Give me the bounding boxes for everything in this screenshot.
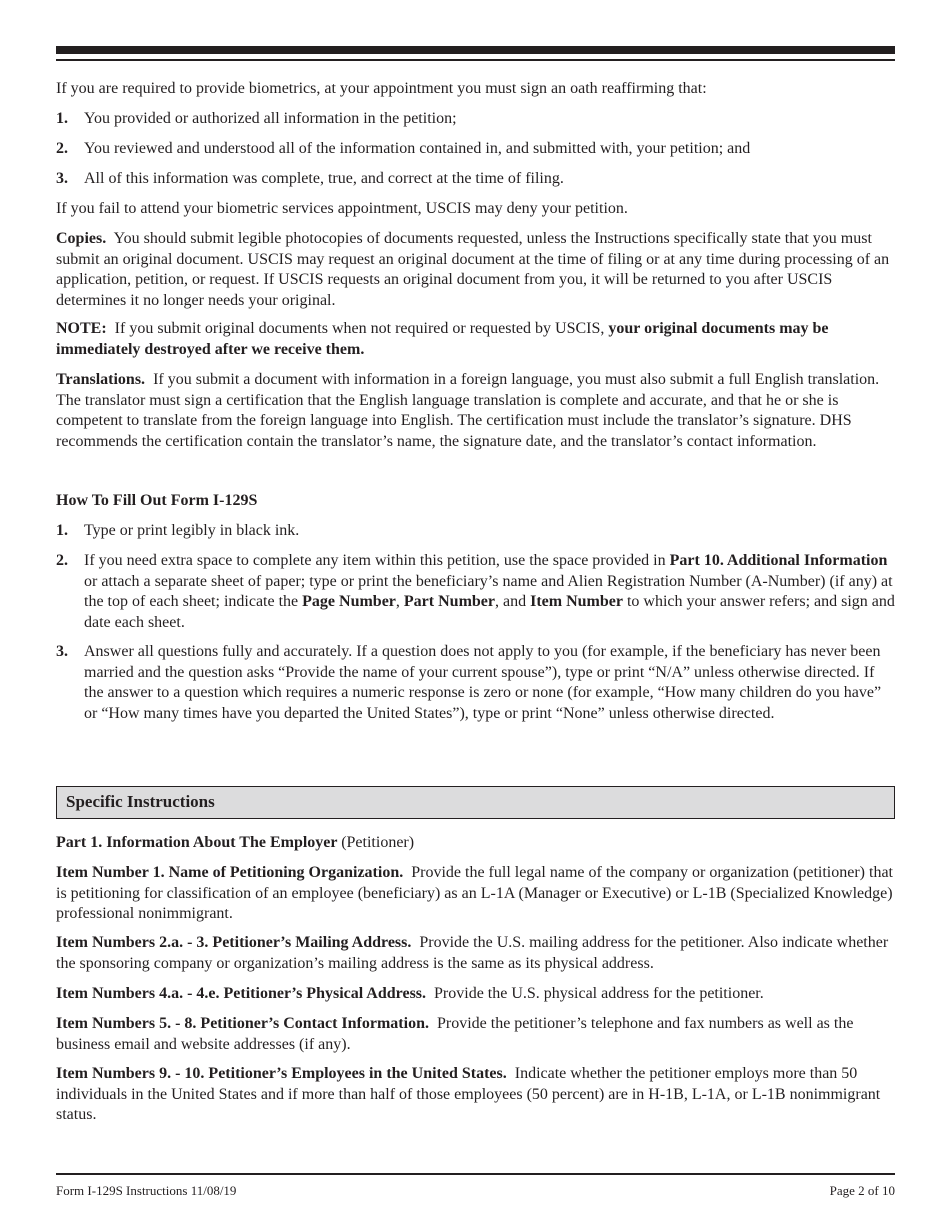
text-run: ,: [395, 593, 400, 610]
text-run: to which your answer refers; and sign and date each sheet.: [84, 593, 895, 631]
copies-paragraph: [56, 229, 895, 311]
item-text: Provide the U.S. mailing address for the petitioner. Also indicate whether the sponsoring company or organization’s mailing address is the same as its physical address.: [56, 934, 889, 972]
copies-label: Copies.: [56, 230, 107, 247]
list-number: 3.: [56, 170, 68, 187]
section-title: Specific Instructions: [66, 792, 215, 811]
translations-text: If you submit a document with information in a foreign language, you must also submit a full English translation. The translator must sign a certification that the English language translation is complete and accurate, and that he or she is competent to translate from the foreign language into English. The certification must include the translator’s signature. DHS recommends the certification contain the translator’s name, the signature date, and the translator’s contact information.: [56, 371, 880, 450]
list-number: 1.: [56, 522, 68, 539]
item-text: Indicate whether the petitioner employs more than 50 individuals in the United States and if more than half of those employees (50 percent) are in H-1B, L-1A, or L-1B nonimmigrant status.: [56, 1065, 881, 1123]
specific-instructions-header: [56, 786, 895, 819]
list-text: Type or print legibly in black ink.: [84, 522, 300, 539]
translations-label: Translations.: [56, 371, 146, 388]
oath-item: [56, 169, 895, 190]
item-number-term: Item Number: [530, 593, 623, 610]
item-text: Provide the petitioner’s telephone and fax numbers as well as the business email and website addresses (if any).: [56, 1015, 854, 1053]
biometrics-oath-intro: If you are required to provide biometrics, at your appointment you must sign an oath reaffirming that:: [56, 80, 707, 97]
part-1-subtitle: (Petitioner): [341, 834, 415, 851]
item-label: Item Numbers 4.a. - 4.e. Petitioner’s Physical Address.: [56, 985, 427, 1002]
item-label: Item Numbers 5. - 8. Petitioner’s Contact Information.: [56, 1015, 429, 1032]
item-paragraph: [56, 984, 895, 1005]
item-text: Provide the full legal name of the company or organization (petitioner) that is petitioning for classification of an employee (beneficiary) as an L-1A (Manager or Executive) or L-1B (Specialized Knowledge) professional nonimmigrant.: [56, 864, 893, 922]
instruction-item: [56, 551, 895, 633]
list-number: 2.: [56, 140, 68, 157]
item-label: Item Numbers 2.a. - 3. Petitioner’s Mailing Address.: [56, 934, 412, 951]
list-number: 1.: [56, 110, 68, 127]
header-rule-thin: [56, 59, 895, 61]
part-number-term: Part Number: [403, 593, 495, 610]
instruction-item: [56, 642, 895, 724]
list-text: You provided or authorized all information in the petition;: [84, 110, 457, 127]
item-label: Item Number 1. Name of Petitioning Organization.: [56, 864, 404, 881]
item-paragraph: [56, 1014, 895, 1055]
list-text: All of this information was complete, true, and correct at the time of filing.: [84, 170, 564, 187]
how-to-fill-heading: How To Fill Out Form I-129S: [56, 492, 258, 509]
header-rule-thick: [56, 46, 895, 54]
list-number: 2.: [56, 552, 68, 569]
fail-to-attend-note: If you fail to attend your biometric services appointment, USCIS may deny your petition.: [56, 200, 628, 217]
text-run: or attach a separate sheet of paper; type or print the beneficiary’s name and Alien Registration Number (A-Number) (if any) at the top of each sheet; indicate the: [84, 572, 893, 610]
list-number: 3.: [56, 643, 68, 660]
text-run: , and: [495, 593, 527, 610]
oath-item: [56, 109, 895, 130]
text-run: If you need extra space to complete any item within this petition, use the space provided in: [84, 552, 666, 569]
item-label: Item Numbers 9. - 10. Petitioner’s Employees in the United States.: [56, 1065, 507, 1082]
item-paragraph: [56, 933, 895, 974]
oath-item: [56, 139, 895, 160]
item-paragraph: [56, 863, 895, 925]
list-text: [84, 551, 895, 633]
note-paragraph: [56, 319, 895, 360]
footer-page-number: Page 2 of 10: [829, 1183, 895, 1198]
footer-form-id: Form I-129S Instructions 11/08/19: [56, 1183, 237, 1198]
part-1-heading: [56, 833, 414, 854]
note-label: NOTE:: [56, 320, 107, 337]
item-paragraph: [56, 1064, 895, 1126]
copies-text: You should submit legible photocopies of documents requested, unless the Instructions specifically state that you must submit an original document. USCIS may request an original document at the time of filing or at any time during processing of an application, petition, or request. If USCIS requests an original document from you, it will be returned to you after USCIS determines it no longer needs your original.: [56, 230, 890, 309]
instruction-item: [56, 521, 895, 542]
item-text: Provide the U.S. physical address for the petitioner.: [434, 985, 764, 1002]
translations-paragraph: [56, 370, 895, 452]
note-bold-text: your original documents may be immediately destroyed after we receive them.: [56, 320, 829, 358]
note-text: If you submit original documents when not required or requested by USCIS,: [114, 320, 605, 337]
footer-rule: [56, 1173, 895, 1175]
list-text: You reviewed and understood all of the information contained in, and submitted with, your petition; and: [84, 140, 751, 157]
list-text: Answer all questions fully and accurately. If a question does not apply to you (for example, if the beneficiary has never been married and the question asks “Provide the name of your current spouse”), type or print “N/A” unless otherwise directed. If the answer to a question which requires a numeric response is zero or none (for example, “How many children do you have” or “How many times have you departed the United States”), type or print “None” unless otherwise directed.: [84, 643, 882, 722]
part-10-reference: Part 10. Additional Information: [669, 552, 888, 569]
page-number-term: Page Number: [302, 593, 396, 610]
part-1-title: Part 1. Information About The Employer: [56, 834, 338, 851]
